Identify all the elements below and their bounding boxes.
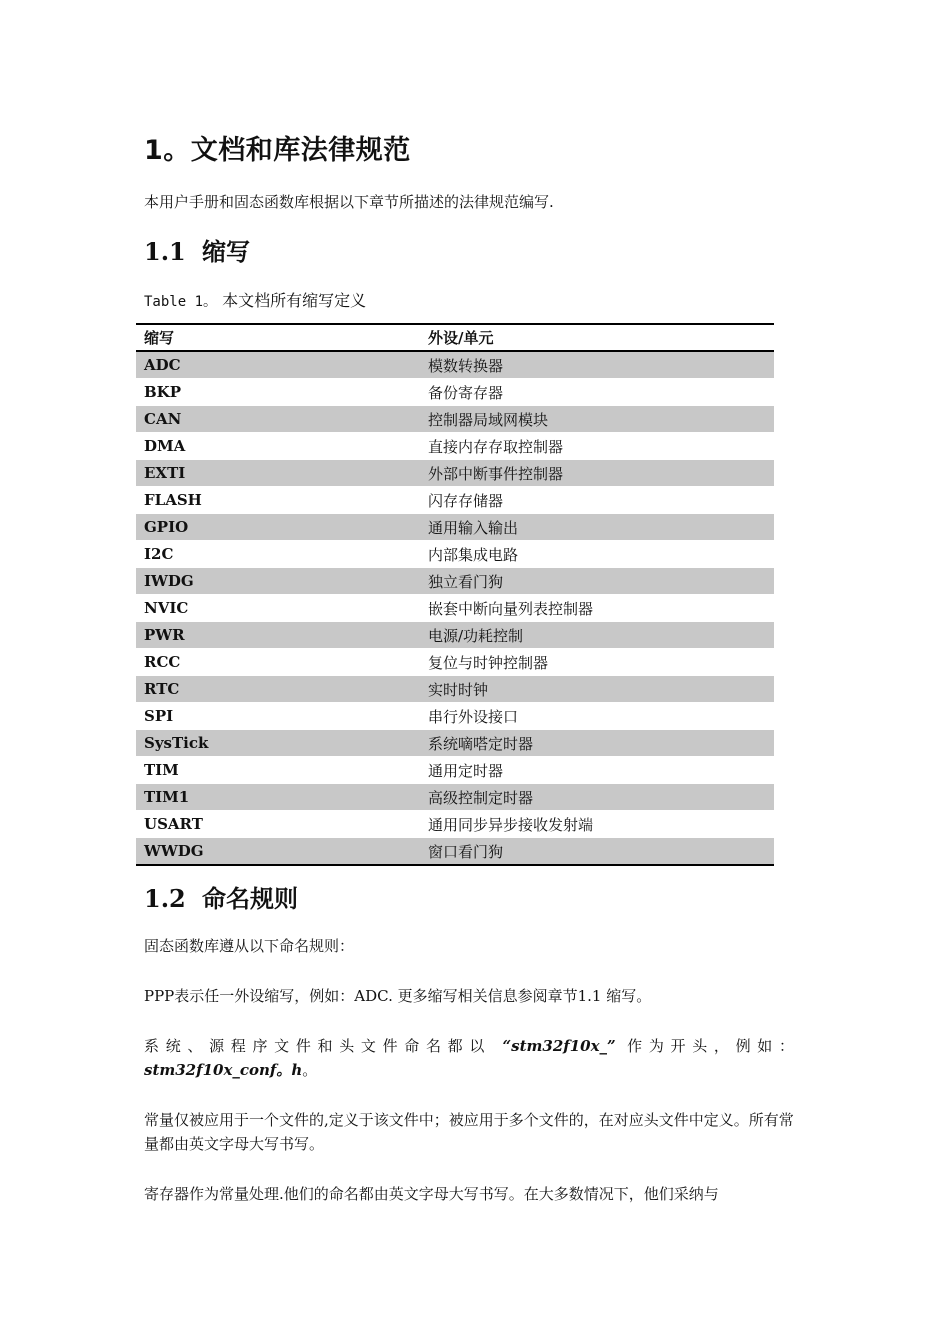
table-row <box>136 730 774 757</box>
table-caption-label: Table 1。 <box>144 294 218 310</box>
section-title: 缩写 <box>202 237 250 266</box>
abbreviation-table <box>136 323 774 866</box>
table-row <box>136 541 774 568</box>
ppp-paragraph: PPP表示任一外设缩写，例如：ADC. 更多缩写相关信息参阅章节1.1 缩写。 <box>144 987 652 1005</box>
filename-text-prefix: 系统、源程序文件和头文件命名都以 <box>144 1037 492 1055</box>
table-caption <box>144 288 366 311</box>
unit-cell: 控制器局域网模块 <box>420 406 774 433</box>
table-row <box>136 460 774 487</box>
unit-cell: 电源/功耗控制 <box>420 622 774 649</box>
filename-line-2 <box>144 1058 794 1082</box>
table-row <box>136 676 774 703</box>
unit-cell: 闪存存储器 <box>420 487 774 514</box>
unit-cell: 窗口看门狗 <box>420 838 774 866</box>
abbr-cell: NVIC <box>136 595 420 622</box>
unit-cell: 系统嘀嗒定时器 <box>420 730 774 757</box>
table-row <box>136 351 774 379</box>
table-row <box>136 406 774 433</box>
unit-cell: 内部集成电路 <box>420 541 774 568</box>
unit-cell: 通用定时器 <box>420 757 774 784</box>
section-title: 命名规则 <box>202 884 298 913</box>
unit-cell: 复位与时钟控制器 <box>420 649 774 676</box>
abbr-cell: I2C <box>136 541 420 568</box>
abbr-cell: CAN <box>136 406 420 433</box>
table-row <box>136 784 774 811</box>
abbr-cell: PWR <box>136 622 420 649</box>
filename-text-suffix: 。 <box>302 1061 318 1079</box>
unit-cell: 独立看门狗 <box>420 568 774 595</box>
unit-cell: 备份寄存器 <box>420 379 774 406</box>
section-heading-1-1 <box>144 232 250 267</box>
filename-example-code: stm32f10x_conf。h <box>144 1061 303 1079</box>
filename-line-1 <box>144 1034 794 1058</box>
section-number: 1.2 <box>144 884 186 913</box>
table-row <box>136 838 774 866</box>
naming-intro-paragraph: 固态函数库遵从以下命名规则： <box>144 937 355 955</box>
table-row <box>136 487 774 514</box>
table-row <box>136 514 774 541</box>
intro-paragraph: 本用户手册和固态函数库根据以下章节所描述的法律规范编写. <box>144 193 554 211</box>
section-number: 1.1 <box>144 237 186 266</box>
table-caption-text: 本文档所有缩写定义 <box>222 291 367 310</box>
column-header-unit: 外设/单元 <box>420 324 774 351</box>
abbr-cell: EXTI <box>136 460 420 487</box>
unit-cell: 通用同步异步接收发射端 <box>420 811 774 838</box>
table-row <box>136 595 774 622</box>
registers-paragraph: 寄存器作为常量处理.他们的命名都由英文字母大写书写。在大多数情况下，他们采纳与 <box>144 1185 719 1203</box>
abbr-cell: SysTick <box>136 730 420 757</box>
abbr-cell: FLASH <box>136 487 420 514</box>
table-row <box>136 379 774 406</box>
table-row <box>136 433 774 460</box>
heading-1: 1。文档和库法律规范 <box>144 135 411 166</box>
constants-paragraph: 常量仅被应用于一个文件的,定义于该文件中；被应用于多个文件的，在对应头文件中定义。所有常量都由英文字母大写书写。 <box>144 1111 794 1153</box>
section-heading-1-2 <box>144 879 298 914</box>
table-row <box>136 757 774 784</box>
unit-cell: 嵌套中断向量列表控制器 <box>420 595 774 622</box>
unit-cell: 高级控制定时器 <box>420 784 774 811</box>
abbr-cell: WWDG <box>136 838 420 866</box>
abbr-cell: DMA <box>136 433 420 460</box>
abbr-cell: BKP <box>136 379 420 406</box>
unit-cell: 实时时钟 <box>420 676 774 703</box>
filename-text-middle: 作为开头，例如： <box>627 1037 794 1055</box>
abbr-cell: IWDG <box>136 568 420 595</box>
table-row <box>136 568 774 595</box>
filename-prefix-code: “stm32f10x_” <box>502 1037 616 1055</box>
table-row <box>136 649 774 676</box>
unit-cell: 外部中断事件控制器 <box>420 460 774 487</box>
abbr-cell: RTC <box>136 676 420 703</box>
abbr-cell: TIM1 <box>136 784 420 811</box>
unit-cell: 通用输入输出 <box>420 514 774 541</box>
abbr-cell: SPI <box>136 703 420 730</box>
abbr-cell: ADC <box>136 351 420 379</box>
unit-cell: 模数转换器 <box>420 351 774 379</box>
unit-cell: 串行外设接口 <box>420 703 774 730</box>
table-header-row <box>136 324 774 351</box>
abbr-cell: TIM <box>136 757 420 784</box>
filename-paragraph <box>144 1034 794 1082</box>
abbr-cell: USART <box>136 811 420 838</box>
table-row <box>136 811 774 838</box>
table-row <box>136 622 774 649</box>
column-header-abbr: 缩写 <box>136 324 420 351</box>
unit-cell: 直接内存存取控制器 <box>420 433 774 460</box>
table-row <box>136 703 774 730</box>
abbr-cell: GPIO <box>136 514 420 541</box>
abbr-cell: RCC <box>136 649 420 676</box>
